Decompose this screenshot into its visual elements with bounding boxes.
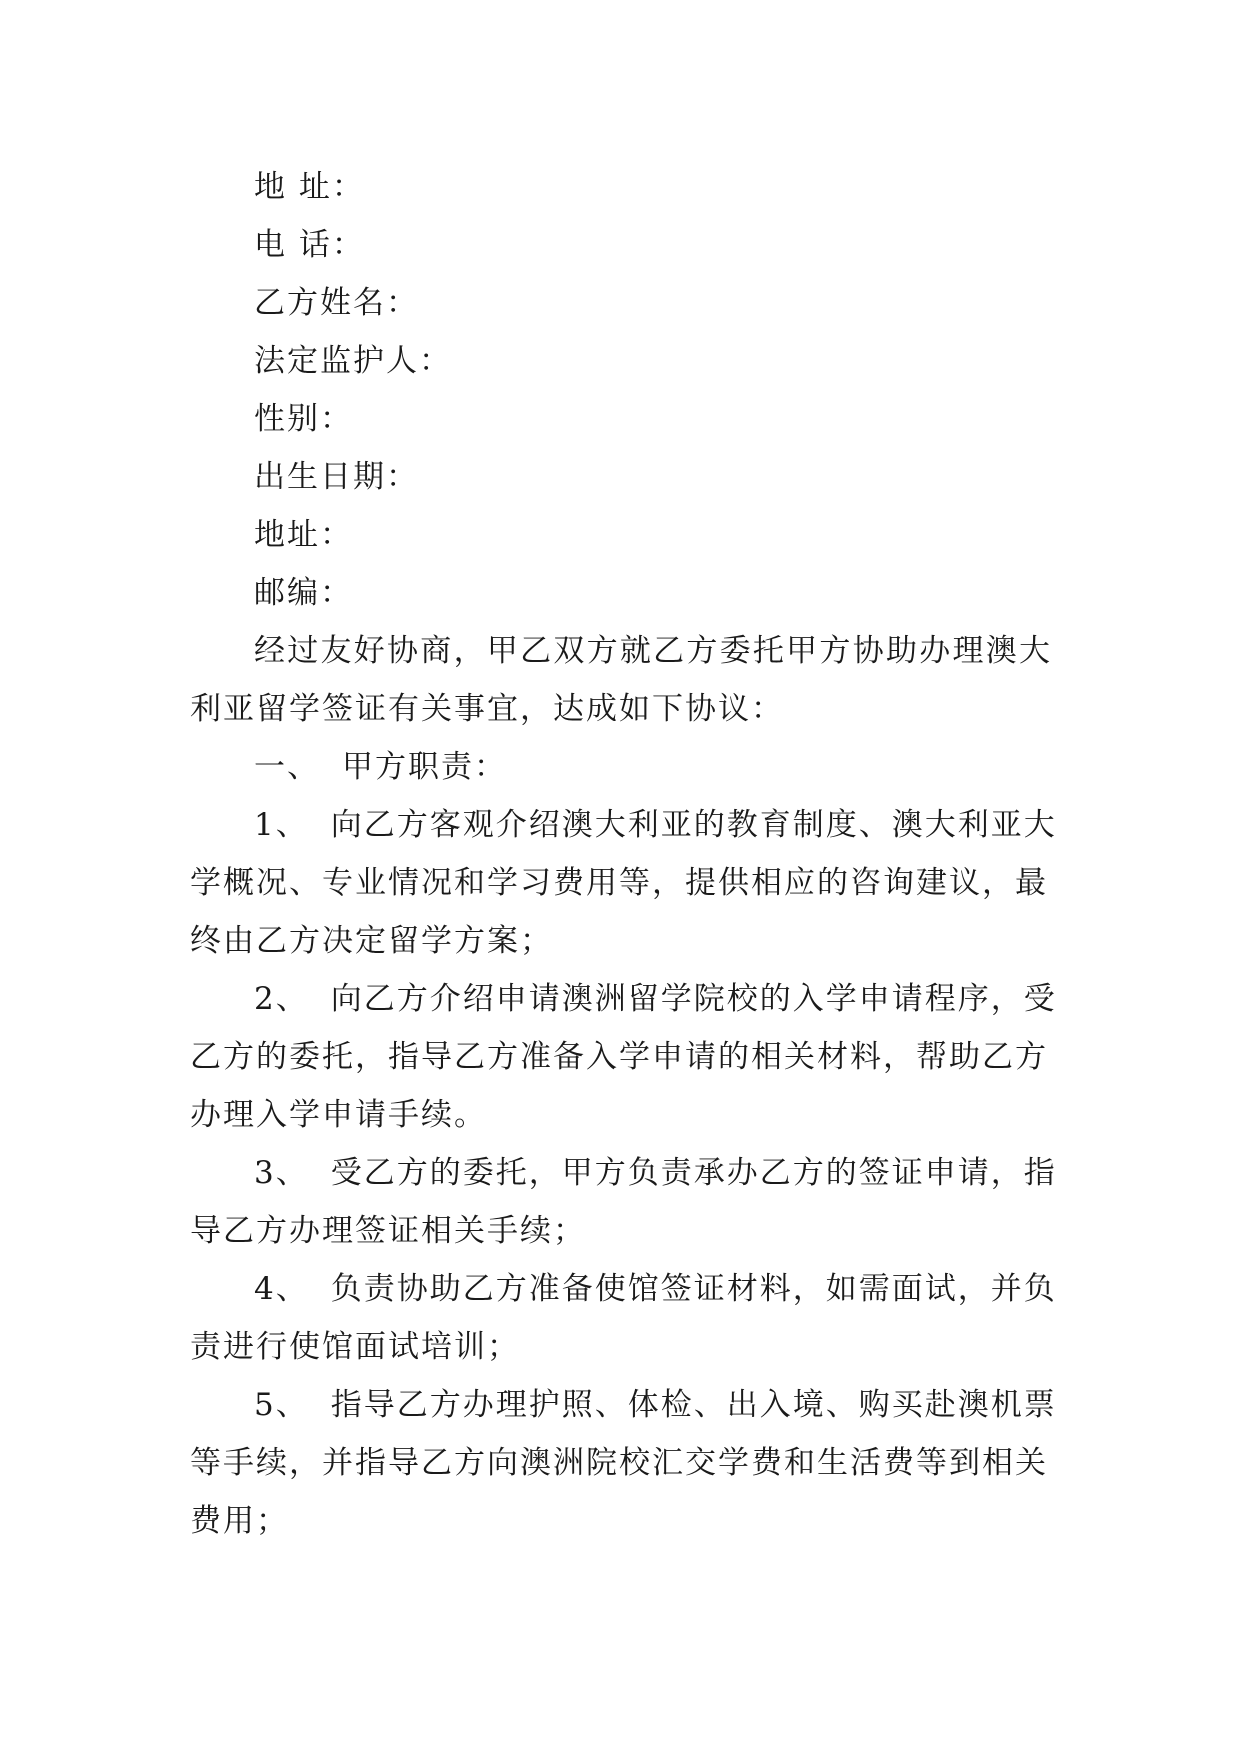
- item-text: 指导乙方办理护照、体检、出入境、购买赴澳机票: [330, 1387, 1057, 1423]
- item-text: 向乙方客观介绍澳大利亚的教育制度、澳大利亚大: [330, 807, 1057, 843]
- item-3-line-1: [190, 1144, 1057, 1202]
- field-gender: 性别：: [254, 401, 353, 437]
- section-heading: [190, 738, 1052, 796]
- item-text: 负责协助乙方准备使馆签证材料，如需面试，并负: [330, 1271, 1057, 1307]
- intro-line-2: 利亚留学签证有关事宜，达成如下协议：: [190, 691, 784, 727]
- item-4-line-2: 责进行使馆面试培训；: [190, 1329, 520, 1365]
- intro-line-1: 经过友好协商，甲乙双方就乙方委托甲方协助办理澳大: [254, 633, 1052, 669]
- item-text: 受乙方的委托，甲方负责承办乙方的签证申请，指: [330, 1155, 1057, 1191]
- item-1-line-1: [190, 796, 1057, 854]
- item-1-line-2: 学概况、专业情况和学习费用等，提供相应的咨询建议，最: [190, 865, 1048, 901]
- item-4-line-1: [190, 1260, 1057, 1318]
- item-1-line-3: 终由乙方决定留学方案；: [190, 923, 553, 959]
- field-party-b-address: 地址：: [254, 517, 353, 553]
- document-body: [190, 158, 1057, 1550]
- field-address: 地 址：: [254, 169, 365, 205]
- field-postcode: 邮编：: [254, 575, 353, 611]
- field-birth-date: 出生日期：: [254, 459, 419, 495]
- item-text: 向乙方介绍申请澳洲留学院校的入学申请程序，受: [330, 981, 1057, 1017]
- item-number: 2、: [254, 981, 309, 1017]
- item-3-line-2: 导乙方办理签证相关手续；: [190, 1213, 586, 1249]
- item-number: 4、: [254, 1271, 309, 1307]
- section-number: 一、: [254, 749, 320, 785]
- item-5-line-1: [190, 1376, 1057, 1434]
- field-legal-guardian: 法定监护人：: [254, 343, 452, 379]
- item-number: 5、: [254, 1387, 309, 1423]
- item-number: 1、: [254, 807, 309, 843]
- section-title: 甲方职责：: [342, 749, 507, 785]
- item-2-line-3: 办理入学申请手续。: [190, 1097, 487, 1133]
- item-2-line-2: 乙方的委托，指导乙方准备入学申请的相关材料，帮助乙方: [190, 1039, 1048, 1075]
- field-party-b-name: 乙方姓名：: [254, 285, 419, 321]
- item-number: 3、: [254, 1155, 309, 1191]
- item-5-line-2: 等手续，并指导乙方向澳洲院校汇交学费和生活费等到相关: [190, 1445, 1048, 1481]
- item-5-line-3: 费用；: [190, 1503, 289, 1539]
- item-2-line-1: [190, 970, 1057, 1028]
- field-phone: 电 话：: [254, 227, 365, 263]
